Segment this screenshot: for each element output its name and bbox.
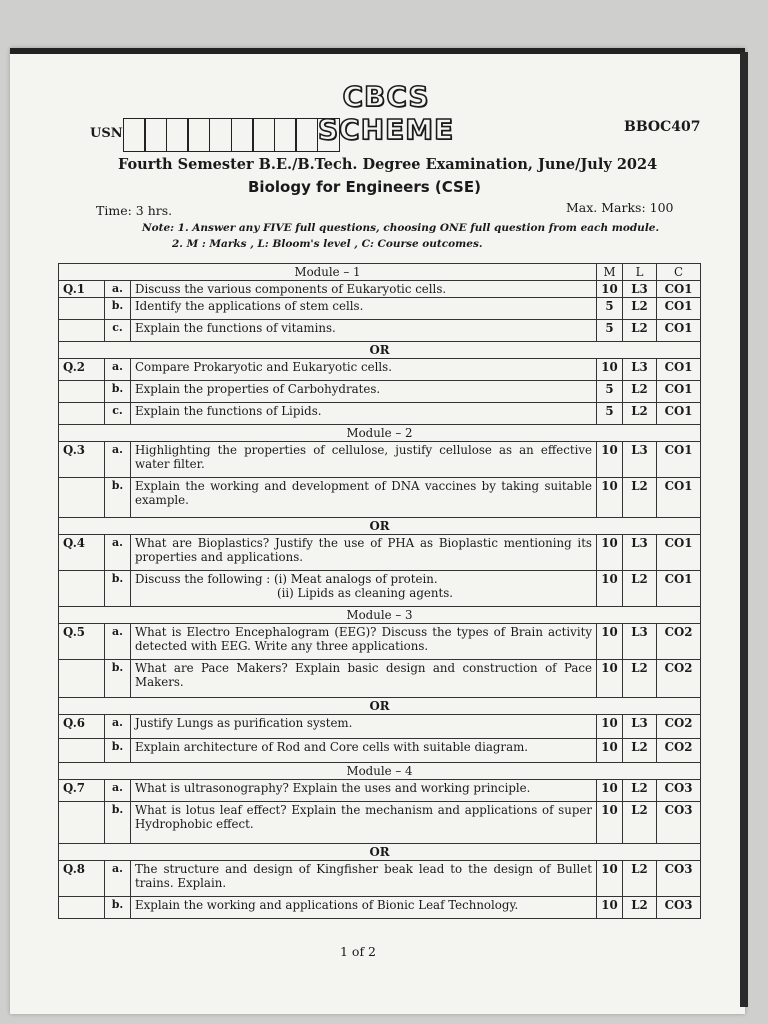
marks-cell: 10 — [597, 660, 623, 698]
question-text: Discuss the various components of Eukaryotic cells. — [131, 281, 597, 298]
marks-cell: 10 — [597, 780, 623, 802]
co-cell: CO3 — [657, 802, 701, 844]
level-cell: L3 — [623, 535, 657, 571]
question-text: What is ultrasonography? Explain the uses and working principle. — [131, 780, 597, 802]
part-label: a. — [105, 715, 131, 739]
question-number: Q.5 — [59, 624, 105, 660]
cbcs-scheme-logo: CBCS SCHEME — [317, 80, 455, 146]
question-number-empty — [59, 298, 105, 320]
question-number-empty — [59, 802, 105, 844]
exam-duration: Time: 3 hrs. — [96, 203, 173, 218]
module-header-row — [59, 763, 701, 780]
co-cell: CO1 — [657, 298, 701, 320]
part-label: a. — [105, 359, 131, 381]
module-title: Module – 3 — [59, 607, 701, 624]
marks-cell: 10 — [597, 535, 623, 571]
page-number: 1 of 2 — [340, 944, 377, 959]
part-label: c. — [105, 403, 131, 425]
marks-cell: 10 — [597, 739, 623, 763]
question-text: What are Bioplastics? Justify the use of PHA as Bioplastic mentioning its properties and applications. — [131, 535, 597, 571]
usn-box[interactable] — [166, 118, 189, 152]
usn-box[interactable] — [295, 118, 318, 152]
co-cell: CO1 — [657, 478, 701, 518]
paper-edge-shadow — [740, 52, 748, 1007]
question-text: Highlighting the properties of cellulose, justify cellulose as an effective water filter. — [131, 442, 597, 478]
table-row — [59, 802, 701, 844]
level-cell: L2 — [623, 571, 657, 607]
usn-box[interactable] — [252, 118, 275, 152]
question-number-empty — [59, 478, 105, 518]
col-header-marks: M — [597, 264, 623, 281]
co-cell: CO1 — [657, 281, 701, 298]
col-header-co: C — [657, 264, 701, 281]
question-number-empty — [59, 660, 105, 698]
question-text: The structure and design of Kingfisher beak lead to the design of Bullet trains. Explain. — [131, 861, 597, 897]
usn-box[interactable] — [209, 118, 232, 152]
note-line-2: 2. M : Marks , L: Bloom's level , C: Course outcomes. — [172, 238, 483, 250]
or-row — [59, 698, 701, 715]
table-row — [59, 478, 701, 518]
co-cell: CO1 — [657, 381, 701, 403]
col-header-level: L — [623, 264, 657, 281]
module-title: Module – 1 — [59, 264, 597, 281]
question-text: Explain the functions of Lipids. — [131, 403, 597, 425]
question-text: Compare Prokaryotic and Eukaryotic cells. — [131, 359, 597, 381]
co-cell: CO1 — [657, 535, 701, 571]
marks-cell: 10 — [597, 624, 623, 660]
question-number: Q.3 — [59, 442, 105, 478]
part-label: b. — [105, 802, 131, 844]
table-row — [59, 359, 701, 381]
level-cell: L2 — [623, 660, 657, 698]
marks-cell: 10 — [597, 715, 623, 739]
question-text: What is lotus leaf effect? Explain the mechanism and applications of super Hydrophobic effect. — [131, 802, 597, 844]
table-row — [59, 381, 701, 403]
or-divider: OR — [59, 698, 701, 715]
part-label: b. — [105, 660, 131, 698]
table-row — [59, 780, 701, 802]
question-number: Q.1 — [59, 281, 105, 298]
part-label: b. — [105, 571, 131, 607]
marks-cell: 10 — [597, 281, 623, 298]
part-label: a. — [105, 624, 131, 660]
or-row — [59, 518, 701, 535]
question-text: Explain the working and development of DNA vaccines by taking suitable example. — [131, 478, 597, 518]
level-cell: L2 — [623, 320, 657, 342]
co-cell: CO3 — [657, 861, 701, 897]
level-cell: L3 — [623, 442, 657, 478]
question-text: Identify the applications of stem cells. — [131, 298, 597, 320]
question-number: Q.7 — [59, 780, 105, 802]
table-row — [59, 739, 701, 763]
marks-cell: 5 — [597, 320, 623, 342]
co-cell: CO2 — [657, 624, 701, 660]
level-cell: L3 — [623, 281, 657, 298]
module-header-row — [59, 607, 701, 624]
or-row — [59, 342, 701, 359]
level-cell: L2 — [623, 861, 657, 897]
usn-box[interactable] — [317, 118, 340, 152]
marks-cell: 10 — [597, 359, 623, 381]
part-label: a. — [105, 281, 131, 298]
marks-cell: 10 — [597, 802, 623, 844]
table-row — [59, 535, 701, 571]
part-label: a. — [105, 442, 131, 478]
marks-cell: 10 — [597, 897, 623, 919]
co-cell: CO1 — [657, 442, 701, 478]
co-cell: CO2 — [657, 660, 701, 698]
level-cell: L3 — [623, 715, 657, 739]
usn-boxes — [124, 118, 340, 152]
table-row — [59, 660, 701, 698]
usn-box[interactable] — [187, 118, 210, 152]
co-cell: CO1 — [657, 359, 701, 381]
usn-box[interactable] — [144, 118, 167, 152]
question-text: Explain architecture of Rod and Core cells with suitable diagram. — [131, 739, 597, 763]
level-cell: L2 — [623, 298, 657, 320]
question-text: What are Pace Makers? Explain basic design and construction of Pace Makers. — [131, 660, 597, 698]
marks-cell: 5 — [597, 298, 623, 320]
module-header-row — [59, 264, 701, 281]
marks-cell: 10 — [597, 571, 623, 607]
module-title: Module – 2 — [59, 425, 701, 442]
usn-box[interactable] — [231, 118, 254, 152]
co-cell: CO2 — [657, 739, 701, 763]
table-row — [59, 715, 701, 739]
table-row — [59, 897, 701, 919]
table-row — [59, 403, 701, 425]
level-cell: L2 — [623, 780, 657, 802]
question-text: What is Electro Encephalogram (EEG)? Discuss the types of Brain activity detected with EEG. Write any three applications. — [131, 624, 597, 660]
part-label: a. — [105, 535, 131, 571]
question-number-empty — [59, 739, 105, 763]
co-cell: CO3 — [657, 780, 701, 802]
sub-item-1: Discuss the following : (i) Meat analogs of protein. — [135, 572, 438, 586]
co-cell: CO1 — [657, 571, 701, 607]
question-text — [131, 571, 597, 607]
question-number-empty — [59, 897, 105, 919]
or-divider: OR — [59, 342, 701, 359]
question-number-empty — [59, 571, 105, 607]
co-cell: CO1 — [657, 403, 701, 425]
table-row — [59, 861, 701, 897]
question-text: Explain the properties of Carbohydrates. — [131, 381, 597, 403]
module-header-row — [59, 425, 701, 442]
question-number-empty — [59, 403, 105, 425]
part-label: b. — [105, 739, 131, 763]
question-number: Q.4 — [59, 535, 105, 571]
question-number: Q.6 — [59, 715, 105, 739]
table-row — [59, 624, 701, 660]
or-divider: OR — [59, 844, 701, 861]
part-label: b. — [105, 381, 131, 403]
co-cell: CO2 — [657, 715, 701, 739]
co-cell: CO3 — [657, 897, 701, 919]
exam-title: Fourth Semester B.E./B.Tech. Degree Examination, June/July 2024 — [118, 156, 658, 173]
question-text: Justify Lungs as purification system. — [131, 715, 597, 739]
marks-cell: 10 — [597, 478, 623, 518]
table-row — [59, 320, 701, 342]
level-cell: L2 — [623, 897, 657, 919]
table-row — [59, 442, 701, 478]
table-row — [59, 298, 701, 320]
part-label: c. — [105, 320, 131, 342]
question-text: Explain the functions of vitamins. — [131, 320, 597, 342]
marks-cell: 5 — [597, 403, 623, 425]
question-number: Q.2 — [59, 359, 105, 381]
usn-box[interactable] — [274, 118, 297, 152]
sub-item-2: (ii) Lipids as cleaning agents. — [277, 586, 453, 600]
part-label: b. — [105, 478, 131, 518]
level-cell: L2 — [623, 739, 657, 763]
or-row — [59, 844, 701, 861]
question-number-empty — [59, 381, 105, 403]
table-row — [59, 571, 701, 607]
level-cell: L2 — [623, 381, 657, 403]
max-marks: Max. Marks: 100 — [566, 200, 674, 215]
marks-cell: 5 — [597, 381, 623, 403]
marks-cell: 10 — [597, 442, 623, 478]
part-label: a. — [105, 780, 131, 802]
or-divider: OR — [59, 518, 701, 535]
part-label: b. — [105, 897, 131, 919]
part-label: a. — [105, 861, 131, 897]
module-title: Module – 4 — [59, 763, 701, 780]
level-cell: L2 — [623, 403, 657, 425]
table-row — [59, 281, 701, 298]
level-cell: L3 — [623, 359, 657, 381]
question-text: Explain the working and applications of Bionic Leaf Technology. — [131, 897, 597, 919]
usn-label: USN — [90, 126, 123, 141]
question-number-empty — [59, 320, 105, 342]
part-label: b. — [105, 298, 131, 320]
marks-cell: 10 — [597, 861, 623, 897]
level-cell: L2 — [623, 478, 657, 518]
note-line-1: Note: 1. Answer any FIVE full questions, choosing ONE full question from each module. — [142, 222, 660, 234]
question-table — [58, 263, 701, 919]
level-cell: L2 — [623, 802, 657, 844]
co-cell: CO1 — [657, 320, 701, 342]
level-cell: L3 — [623, 624, 657, 660]
question-number: Q.8 — [59, 861, 105, 897]
subject-title: Biology for Engineers (CSE) — [248, 178, 481, 196]
subject-code: BBOC407 — [624, 119, 701, 135]
usn-box[interactable] — [123, 118, 146, 152]
